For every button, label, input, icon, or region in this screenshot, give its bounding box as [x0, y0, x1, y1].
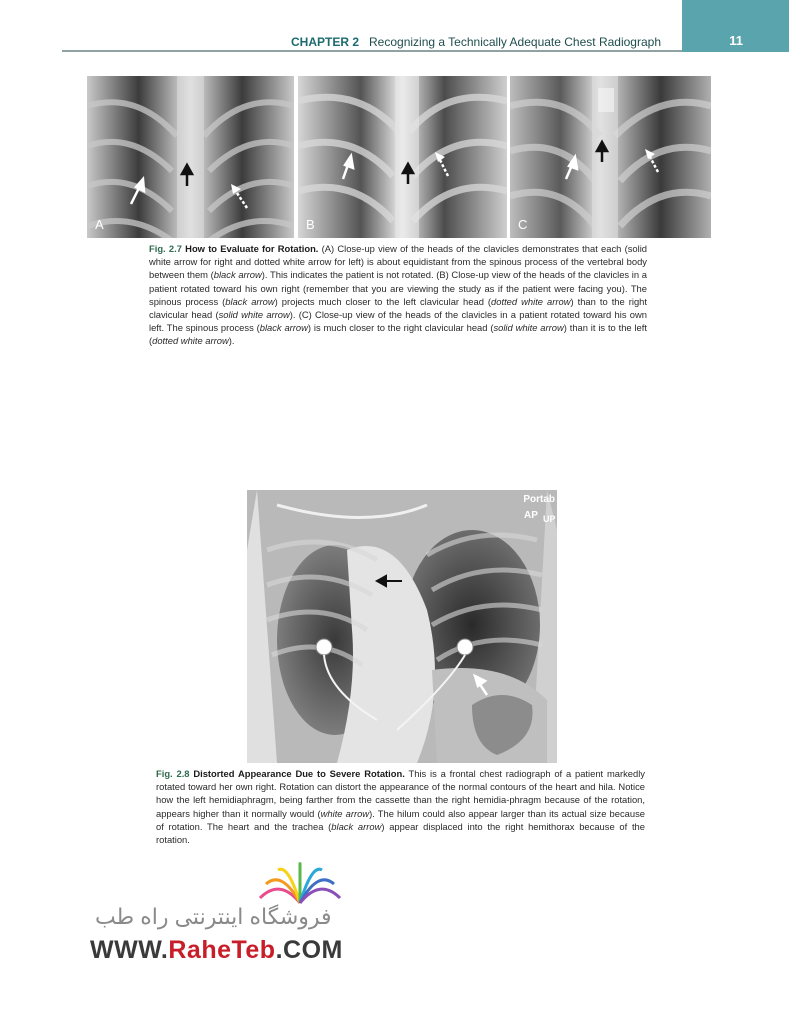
figure-2-7-panel-b: [298, 76, 507, 238]
running-header: [0, 0, 789, 52]
caption-text: ). This indicates the patient is not rotated. (B) Close-up view of the heads of the clavicles in a patient rotated toward his own right (remember that you are viewing the study as if the patient were facing you). The spinous process (: [149, 269, 647, 307]
figure-2-7-number: Fig. 2.7: [149, 243, 182, 254]
panel-label-c: C: [518, 217, 528, 232]
xray-closeup-c: [510, 76, 711, 238]
figure-2-7-title: How to Evaluate for Rotation.: [185, 243, 319, 254]
caption-text: ). The hilum could also appear larger than its actual size because of rotation. The heart and the trachea (: [156, 807, 646, 832]
watermark-prefix: WWW.: [90, 936, 169, 964]
watermark-brand: RaheTeb: [168, 936, 276, 964]
caption-text: (A) Close-up view of the heads of the clavicles demonstrates that each (solid white arrow for right and dotted white arrow for left) is about equidistant from the spinous process of the vertebral body between them (: [149, 243, 647, 281]
portable-label: Portab: [523, 494, 555, 505]
chapter-label: CHAPTER 2: [290, 35, 359, 49]
figure-2-8-image: [247, 490, 557, 763]
page-number: 11: [729, 33, 743, 48]
caption-italic: solid white arrow: [493, 322, 564, 334]
figure-2-7-caption: [149, 242, 647, 348]
caption-italic: black arrow: [331, 820, 382, 832]
xray-closeup-b: [298, 76, 507, 238]
caption-text: ).: [228, 335, 235, 347]
xray-frontal-chest: [247, 490, 557, 763]
figure-2-8-number: Fig. 2.8: [156, 768, 190, 779]
up-label: UP: [543, 514, 556, 524]
watermark-suffix: .COM: [275, 936, 343, 964]
caption-text: This is a frontal chest radiograph of a patient markedly rotated toward her own right. Rotation can distort the appearance of the normal contours of the heart and hila. Notice how the left hemidiaphragm, being farther from the cassette than the right hemidia-phragm because of the rotation, appears higher than it normally would (: [156, 768, 645, 819]
caption-italic: black arrow: [213, 269, 262, 281]
caption-italic: dotted white arrow: [491, 295, 571, 307]
caption-text: ) is much closer to the right clavicular head (: [307, 322, 494, 334]
figure-2-8-title: Distorted Appearance Due to Severe Rotation.: [193, 768, 405, 779]
xray-closeup-a: [87, 76, 294, 238]
figure-2-7-panel-c: [510, 76, 711, 238]
caption-text: ) projects much closer to the left clavicular head (: [274, 295, 492, 307]
book-logo-icon: [250, 858, 350, 908]
panel-label-a: A: [95, 217, 104, 232]
watermark-url: [90, 936, 343, 965]
panel-label-b: B: [306, 217, 315, 232]
watermark-persian: فروشگاه اینترنتی راه طب: [95, 904, 332, 929]
caption-text: ). (C) Close-up view of the heads of the clavicles in a patient rotated toward his own left. The spinous process (: [149, 309, 647, 334]
chapter-title: Recognizing a Technically Adequate Chest Radiograph: [369, 35, 661, 49]
caption-italic: dotted white arrow: [152, 335, 229, 347]
caption-text: ) appear displaced into the right hemithorax because of the rotation.: [156, 820, 645, 846]
caption-italic: black arrow: [259, 322, 308, 334]
ap-label: AP: [524, 510, 538, 521]
caption-italic: black arrow: [225, 295, 275, 307]
figure-2-7-panel-a: [87, 76, 294, 238]
caption-italic: solid white arrow: [218, 309, 290, 321]
figure-2-8-caption: [156, 767, 645, 846]
header-rule: [62, 50, 682, 52]
header-text: [291, 35, 661, 49]
caption-text: ) than it is to the left (: [149, 322, 647, 347]
caption-text: ) than to the right clavicular head (: [149, 295, 647, 321]
caption-italic: white arrow: [320, 807, 370, 819]
watermark: [90, 858, 350, 968]
